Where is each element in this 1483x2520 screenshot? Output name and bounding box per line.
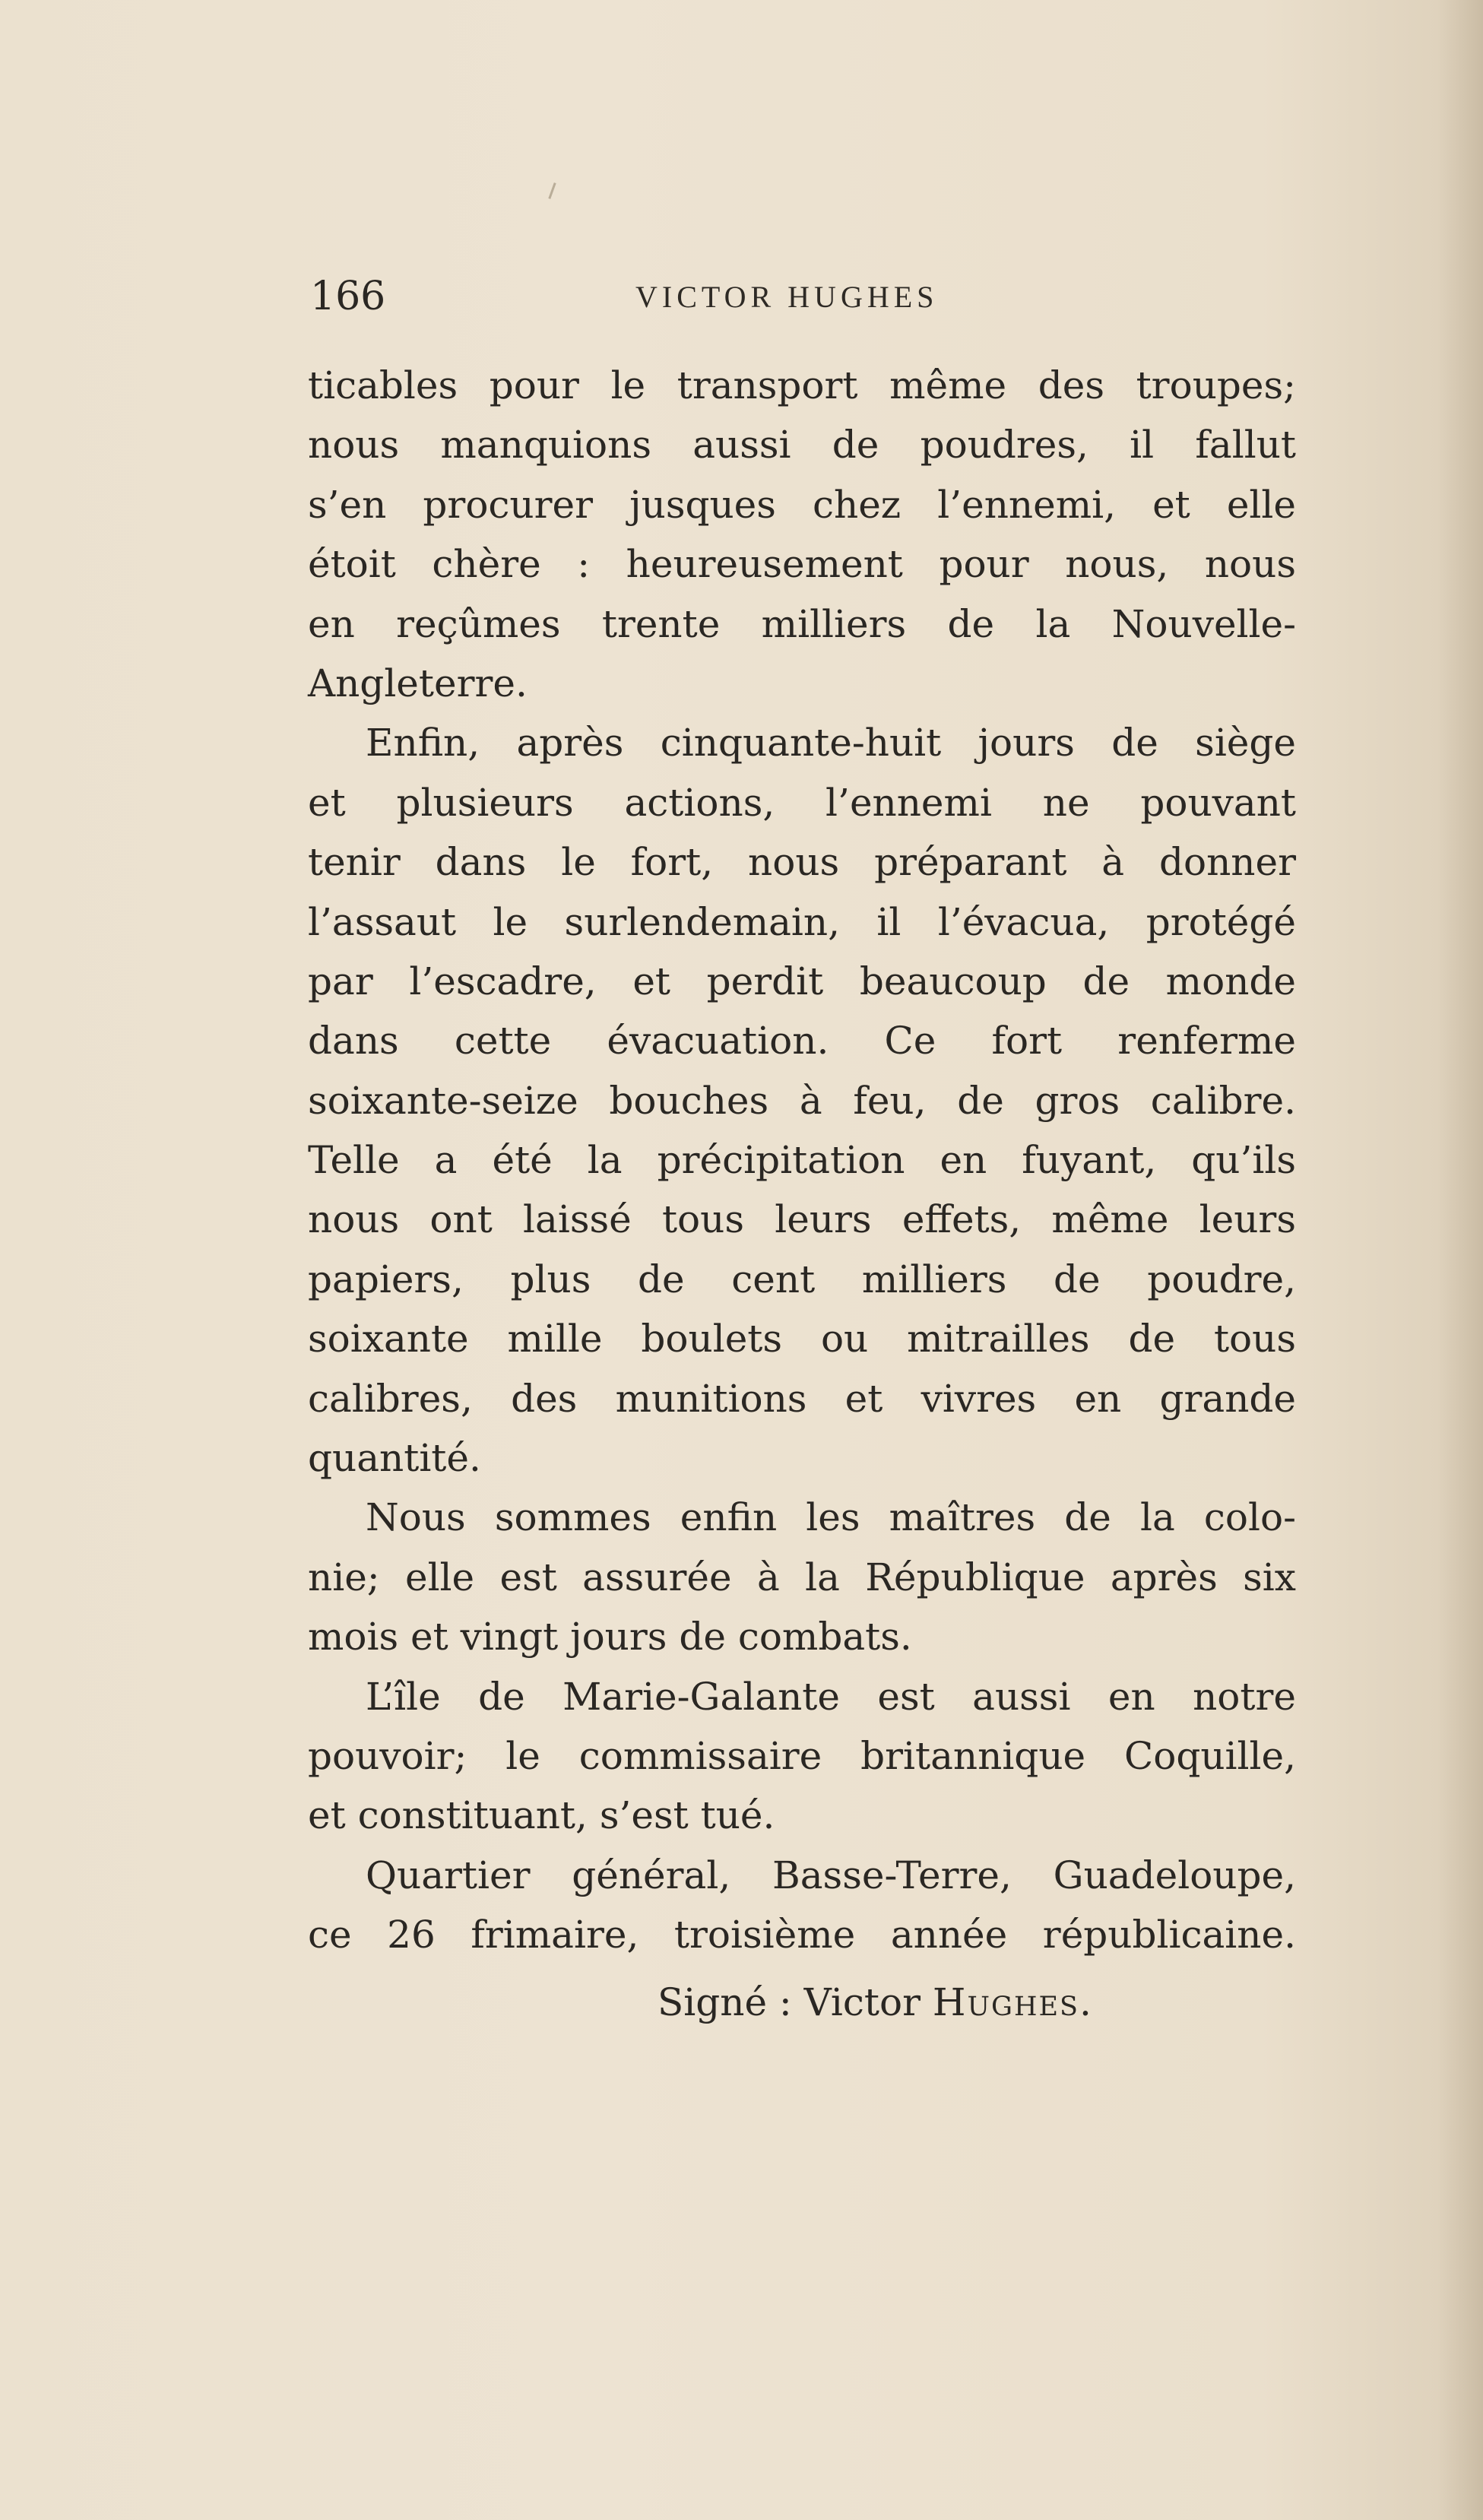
text-line: ticables pour le transport même des troupes; bbox=[308, 363, 1296, 407]
signature-name: Hughes. bbox=[932, 1980, 1093, 2024]
pencil-mark bbox=[548, 182, 556, 199]
text-line: tenir dans le fort, nous préparant à donner bbox=[308, 840, 1296, 885]
text-line: l’assaut le surlendemain, il l’évacua, protégé bbox=[308, 899, 1296, 944]
signature-prefix: Signé : Victor bbox=[658, 1980, 921, 2024]
text-line: quantité. bbox=[308, 1436, 481, 1481]
text-line: calibres, des munitions et vivres en grande bbox=[308, 1376, 1296, 1421]
page-header bbox=[310, 270, 1298, 323]
text-line: nous manquions aussi de poudres, il fallut bbox=[308, 423, 1296, 468]
text-line: soixante-seize bouches à feu, de gros calibre. bbox=[308, 1078, 1296, 1123]
text-line: papiers, plus de cent milliers de poudre, bbox=[308, 1257, 1296, 1301]
text-line: Telle a été la précipitation en fuyant, qu’ils bbox=[308, 1138, 1296, 1183]
text-line: nous ont laissé tous leurs effets, même leurs bbox=[308, 1197, 1296, 1242]
text-line: Nous sommes enfin les maîtres de la colo- bbox=[366, 1495, 1296, 1540]
running-title: VICTOR HUGHES bbox=[635, 280, 939, 314]
text-line: et plusieurs actions, l’ennemi ne pouvant bbox=[308, 780, 1296, 825]
text-line: et constituant, s’est tué. bbox=[308, 1793, 775, 1838]
text-line: Enfin, après cinquante-huit jours de siège bbox=[366, 721, 1296, 766]
text-line: Quartier général, Basse-Terre, Guadeloupe, bbox=[366, 1853, 1296, 1897]
signature bbox=[658, 1973, 1093, 2032]
text-line: ce 26 frimaire, troisième année républicaine. bbox=[308, 1913, 1296, 1957]
text-line: par l’escadre, et perdit beaucoup de monde bbox=[308, 959, 1296, 1003]
text-line: s’en procurer jusques chez l’ennemi, et elle bbox=[308, 482, 1296, 527]
text-line: Angleterre. bbox=[308, 661, 528, 705]
text-line: dans cette évacuation. Ce fort renferme bbox=[308, 1019, 1296, 1063]
page-edge-shadow bbox=[1437, 0, 1483, 2520]
text-line: mois et vingt jours de combats. bbox=[308, 1615, 912, 1659]
text-line: en reçûmes trente milliers de la Nouvelle- bbox=[308, 601, 1296, 646]
text-line: étoit chère : heureusement pour nous, nous bbox=[308, 542, 1296, 587]
page-number: 166 bbox=[310, 274, 386, 319]
body-text bbox=[308, 356, 1296, 1965]
text-line: pouvoir; le commissaire britannique Coquille, bbox=[308, 1733, 1296, 1778]
text-line: soixante mille boulets ou mitrailles de tous bbox=[308, 1317, 1296, 1361]
text-line: L’île de Marie-Galante est aussi en notre bbox=[366, 1674, 1296, 1719]
text-line: nie; elle est assurée à la République après six bbox=[308, 1555, 1296, 1599]
